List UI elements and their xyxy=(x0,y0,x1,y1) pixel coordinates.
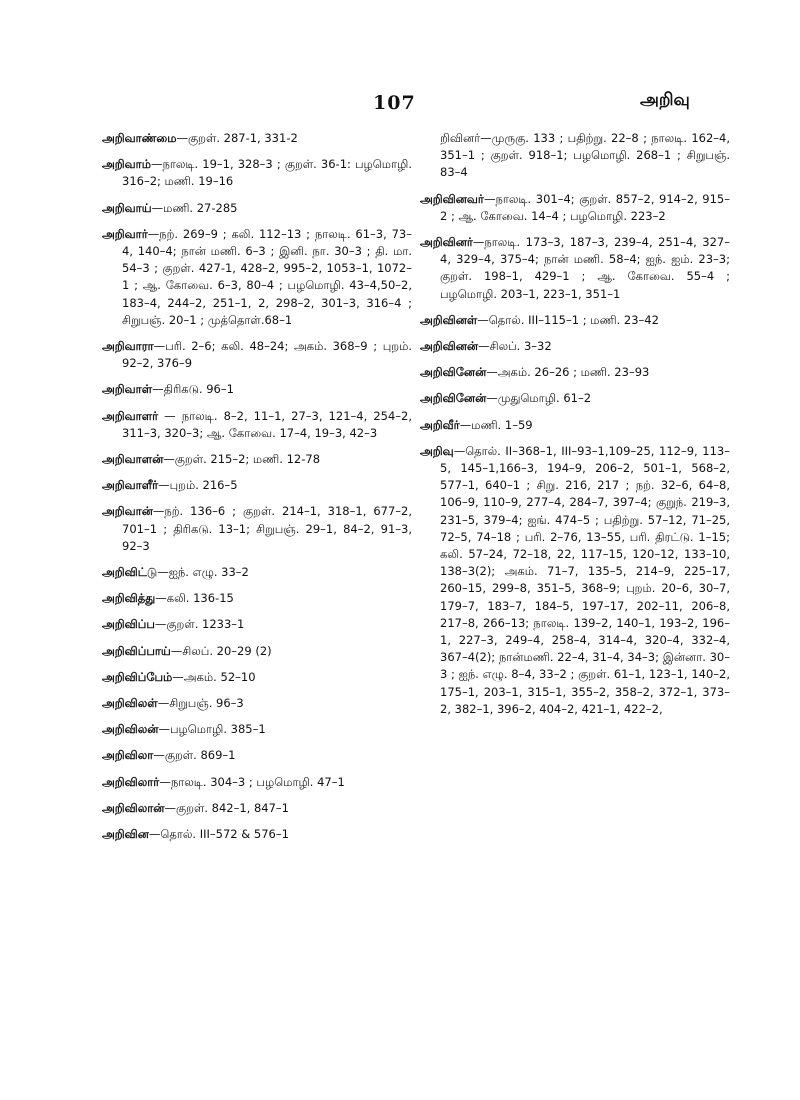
entry-headword: அறிவின xyxy=(102,827,149,842)
index-entry xyxy=(102,408,412,442)
entry-references: —முதுமொழி. 61–2 xyxy=(486,391,592,406)
entry-headword: அறிவினவர் xyxy=(420,191,484,206)
entry-references: —திரிகடு. 96–1 xyxy=(152,382,234,397)
index-entry xyxy=(102,477,412,494)
entry-headword: அறிவிட்டு xyxy=(102,565,158,580)
entry-references: —சிறுபஞ். 96–3 xyxy=(157,696,244,711)
entry-headword: அறிவாய் xyxy=(102,200,152,215)
index-entry xyxy=(102,338,412,372)
entry-references: —தொல். III–115–1 ; மணி. 23–42 xyxy=(477,312,659,327)
entry-references: —மணி. 1–59 xyxy=(459,417,533,432)
entry-references: —தொல். II–368–1, III–93–1,109–25, 112–9, 113–5, 145–1,166–3, 194–9, 206–2, 501–1, 568–2, 577–1, 640–1 ; சிறு. 216, 217 ; நற். 32–6, 64–8, 106–9, 110–9, 277–4, 284–7, 397–4; குறுந். 219–3, 231–5, 379–4; ஐங். 474–5 ; பதிற்று. 57–12, 71–25, 72–5, 74–18 ; பரி. 2–76, 13–55, பரி. திரட்டு. 1–15; கலி. 57–24, 72–18, 22, 117–15, 120–12, 133–10, 138–3(2); அகம். 71–7, 135–5, 214–9, 225–17, 260–15, 299–8, 351–5, 368–9; புறம். 20–6, 30–7, 179–7, 183–7, 184–5, 197–17, 202–11, 206–8, 217–8, 266–13; நாலடி. 139–2, 140–1, 193–2, 196–1, 227–3, 249–4, 258–4, 314–4, 320–4, 332–4, 367–4(2); நான்மணி. 22–4, 31–4, 34–3; இன்னா. 30–3 ; ஐந். எழு. 8–4, 33–2 ; குறள். 61–1, 123–1, 140–2, 175–1, 203–1, 315–1, 355–2, 358–2, 372–1, 373–2, 382–1, 396–2, 404–2, 421–1, 422–2, xyxy=(440,443,730,716)
entry-references: —தொல். III–572 & 576–1 xyxy=(148,827,289,842)
entry-headword: அறிவாளன் xyxy=(102,452,164,467)
entry-headword: அறிவார் xyxy=(102,226,148,241)
entry-headword: அறிவான் xyxy=(102,504,153,519)
index-entry xyxy=(102,200,412,217)
index-entry xyxy=(420,338,730,355)
index-entry xyxy=(420,364,730,381)
index-entry xyxy=(102,564,412,581)
entry-headword: அறிவாளீர் xyxy=(102,478,159,493)
entry-headword: அறிவாண்மை xyxy=(102,131,177,145)
entry-headword: அறிவிலன் xyxy=(102,722,159,737)
index-entry xyxy=(420,130,730,182)
entry-headword: அறிவினேன் xyxy=(420,391,487,406)
entry-references: —நாலடி. 173–3, 187–3, 239–4, 251–4, 327–4, 329–4, 375–4; நான் மணி. 58–4; ஐந். ஐம். 23–3; குறள். 198–1, 429–1 ; ஆ. கோவை. 55–4 ; பழமொழி. 203–1, 223–1, 351–1 xyxy=(440,235,730,301)
running-head: அறிவு xyxy=(640,90,690,110)
entry-references: —நற். 269–9 ; கலி. 112–13 ; நாலடி. 61–3, 73–4, 140–4; நான் மணி. 6–3 ; இனி. நா. 30–3 ; தி. மா. 54–3 ; குறள். 427-1, 428–2, 995–2, 1053–1, 1072–1 ; ஆ. கோவை. 6–3, 80–4 ; பழமொழி. 43–4,50–2, 183–4, 244–2, 251–1, 2, 298–2, 301–3, 316–4 ; சிறுபஞ். 20–1 ; முத்தொள்.68–1 xyxy=(122,226,412,327)
entry-references: — நாலடி. 8–2, 11–1, 27–3, 121–4, 254–2, 311–3, 320–3; ஆ. கோவை. 17–4, 19–3, 42–3 xyxy=(122,408,412,440)
index-entry xyxy=(102,226,412,329)
entry-references: —குறள். 215–2; மணி. 12-78 xyxy=(163,452,321,467)
entry-references: —சிலப். 3–32 xyxy=(478,339,552,354)
entry-headword: அறிவாரா xyxy=(102,339,154,354)
entry-headword: அறிவிப்பேம் xyxy=(102,669,173,684)
index-entry xyxy=(102,747,412,764)
entry-headword: அறிவினன் xyxy=(420,339,479,354)
index-entry xyxy=(420,417,730,434)
entry-headword: அறிவாம் xyxy=(102,157,151,172)
index-entry xyxy=(420,312,730,329)
entry-references: றிவினர்—முருகு. 133 ; பதிற்று. 22–8 ; நாலடி. 162–4, 351–1 ; குறள். 918–1; பழமொழி. 268–1 ; சிறுபஞ். 83–4 xyxy=(440,131,730,180)
entry-headword: அறிவிப்பாய் xyxy=(102,643,171,658)
index-entry xyxy=(102,695,412,712)
entry-references: —நாலடி. 304–3 ; பழமொழி. 47–1 xyxy=(159,774,345,789)
index-column-left xyxy=(102,130,412,852)
entry-headword: அறிவினர் xyxy=(420,235,473,250)
index-entry xyxy=(102,156,412,190)
index-entry xyxy=(420,390,730,407)
entry-references: —குறள். 869–1 xyxy=(153,748,236,763)
entry-references: —கலி. 136-15 xyxy=(155,591,234,606)
entry-references: —நற். 136–6 ; குறள். 214–1, 318–1, 677–2, 701–1 ; திரிகடு. 13–1; சிறுபஞ். 29–1, 84–2, 91–3, 92–3 xyxy=(122,504,412,553)
entry-headword: அறிவித்து xyxy=(102,591,156,606)
entry-references: —அகம். 26–26 ; மணி. 23–93 xyxy=(486,365,650,380)
entry-references: —குறள். 287-1, 331-2 xyxy=(176,131,298,145)
entry-headword: அறிவு xyxy=(420,443,454,458)
entry-references: —அகம். 52–10 xyxy=(172,669,256,684)
index-entry xyxy=(102,381,412,398)
index-entry xyxy=(102,503,412,555)
page-number: 107 xyxy=(373,92,416,114)
entry-headword: அறிவினேன் xyxy=(420,365,487,380)
entry-headword: அறிவிலார் xyxy=(102,774,160,789)
entry-references: —பழமொழி. 385–1 xyxy=(158,722,266,737)
entry-references: —சிலப். 20–29 (2) xyxy=(170,643,272,658)
index-entry xyxy=(102,643,412,660)
entry-headword: அறிவாள் xyxy=(102,382,153,397)
entry-references: —நாலடி. 301–4; குறள். 857–2, 914–2, 915–2 ; ஆ. கோவை. 14–4 ; பழமொழி. 223–2 xyxy=(440,191,730,223)
entry-headword: அறிவாளர் xyxy=(102,408,159,423)
index-entry xyxy=(102,130,412,147)
entry-headword: அறிவிலா xyxy=(102,748,154,763)
index-entry xyxy=(102,774,412,791)
entry-headword: அறிவினள் xyxy=(420,312,478,327)
index-entry xyxy=(102,800,412,817)
entry-references: —ஐந். எழு. 33–2 xyxy=(157,565,249,580)
entry-references: —பரி. 2–6; கலி. 48–24; அகம். 368–9 ; புறம். 92–2, 376–9 xyxy=(122,339,412,371)
entry-references: —நாலடி. 19–1, 328–3 ; குறள். 36-1: பழமொழி. 316–2; மணி. 19–16 xyxy=(122,157,412,189)
entry-references: —மணி. 27-285 xyxy=(151,200,238,215)
index-entry xyxy=(102,669,412,686)
index-entry xyxy=(420,234,730,303)
index-column-right xyxy=(420,130,730,727)
index-entry xyxy=(420,443,730,718)
index-entry xyxy=(102,451,412,468)
entry-references: —குறள். 842–1, 847–1 xyxy=(164,800,289,815)
entry-headword: அறிவீர் xyxy=(420,417,460,432)
entry-references: —குறள். 1233–1 xyxy=(154,617,245,632)
index-entry xyxy=(102,616,412,633)
entry-headword: அறிவிலான் xyxy=(102,800,165,815)
entry-references: —புறம். 216–5 xyxy=(158,478,238,493)
entry-headword: அறிவிலள் xyxy=(102,696,158,711)
entry-headword: அறிவிப்ப xyxy=(102,617,155,632)
index-entry xyxy=(102,590,412,607)
index-entry xyxy=(420,191,730,225)
index-entry xyxy=(102,721,412,738)
index-entry xyxy=(102,826,412,843)
